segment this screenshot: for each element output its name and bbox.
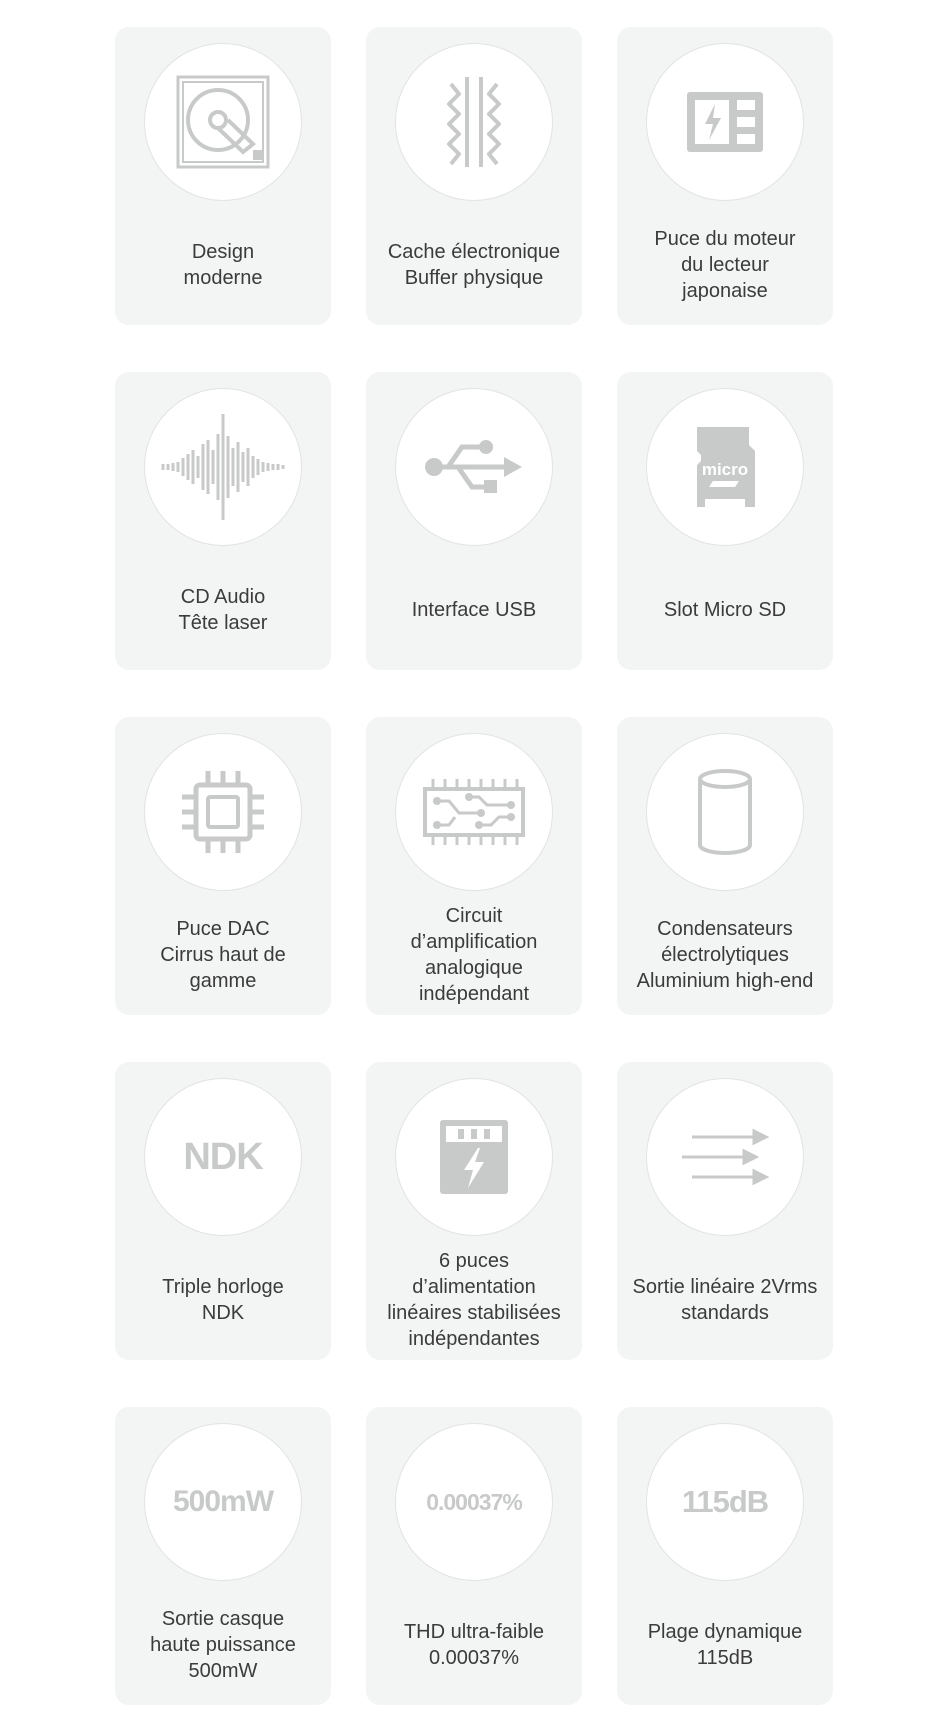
feature-label: Interface USB xyxy=(411,599,537,621)
feature-label: Cache électronique Buffer physique xyxy=(387,241,561,289)
feature-card-line-output xyxy=(617,1062,833,1360)
motor-chip-icon xyxy=(646,43,804,201)
feature-label: Sortie linéaire 2Vrms standards xyxy=(632,1276,818,1324)
feature-label: THD ultra-faible 0.00037% xyxy=(403,1621,545,1669)
ndk-text-icon xyxy=(144,1078,302,1236)
feature-label: Sortie casque haute puissance 500mW xyxy=(150,1608,296,1682)
wave-buffer-icon xyxy=(395,43,553,201)
feature-label: 6 puces d’alimentation linéaires stabilisées indépendantes xyxy=(387,1250,561,1350)
dac-chip-icon xyxy=(144,733,302,891)
power-icon-text: 500mW xyxy=(172,1485,274,1518)
micro-sd-icon xyxy=(646,388,804,546)
feature-label: CD Audio Tête laser xyxy=(178,586,268,634)
feature-label: Design moderne xyxy=(183,241,263,289)
range-icon-text: 115dB xyxy=(681,1484,769,1519)
feature-card-cache xyxy=(366,27,582,325)
feature-label: Plage dynamique 115dB xyxy=(647,1621,803,1669)
capacitor-icon xyxy=(646,733,804,891)
feature-card-motor-chip xyxy=(617,27,833,325)
usb-icon xyxy=(395,388,553,546)
feature-card-usb xyxy=(366,372,582,670)
sound-wave-icon xyxy=(144,388,302,546)
feature-label: Triple horloge NDK xyxy=(162,1276,284,1324)
feature-card-circuit xyxy=(366,717,582,1015)
feature-card-micro-sd xyxy=(617,372,833,670)
feature-card-headphone xyxy=(115,1407,331,1705)
hard-disk-icon xyxy=(144,43,302,201)
ndk-icon-text: NDK xyxy=(183,1135,263,1178)
range-text-icon xyxy=(646,1423,804,1581)
micro-sd-text: micro xyxy=(701,460,749,479)
feature-card-power-supply xyxy=(366,1062,582,1360)
feature-card-design xyxy=(115,27,331,325)
feature-card-dac xyxy=(115,717,331,1015)
feature-card-thd xyxy=(366,1407,582,1705)
thd-icon-text: 0.00037% xyxy=(426,1488,522,1515)
feature-label: Puce du moteur du lecteur japonaise xyxy=(654,228,796,302)
power-text-icon xyxy=(144,1423,302,1581)
feature-card-ndk xyxy=(115,1062,331,1360)
circuit-board-icon xyxy=(395,733,553,891)
features-grid xyxy=(115,27,833,1705)
feature-card-cd-audio xyxy=(115,372,331,670)
feature-card-dynamic-range xyxy=(617,1407,833,1705)
feature-label: Slot Micro SD xyxy=(663,599,787,621)
arrows-icon xyxy=(646,1078,804,1236)
feature-label: Condensateurs électrolytiques Aluminium high-end xyxy=(636,918,814,992)
power-supply-icon xyxy=(395,1078,553,1236)
feature-card-capacitors xyxy=(617,717,833,1015)
feature-label: Puce DAC Cirrus haut de gamme xyxy=(160,918,286,992)
thd-text-icon xyxy=(395,1423,553,1581)
feature-label: Circuit d’amplification analogique indépendant xyxy=(410,905,538,1005)
